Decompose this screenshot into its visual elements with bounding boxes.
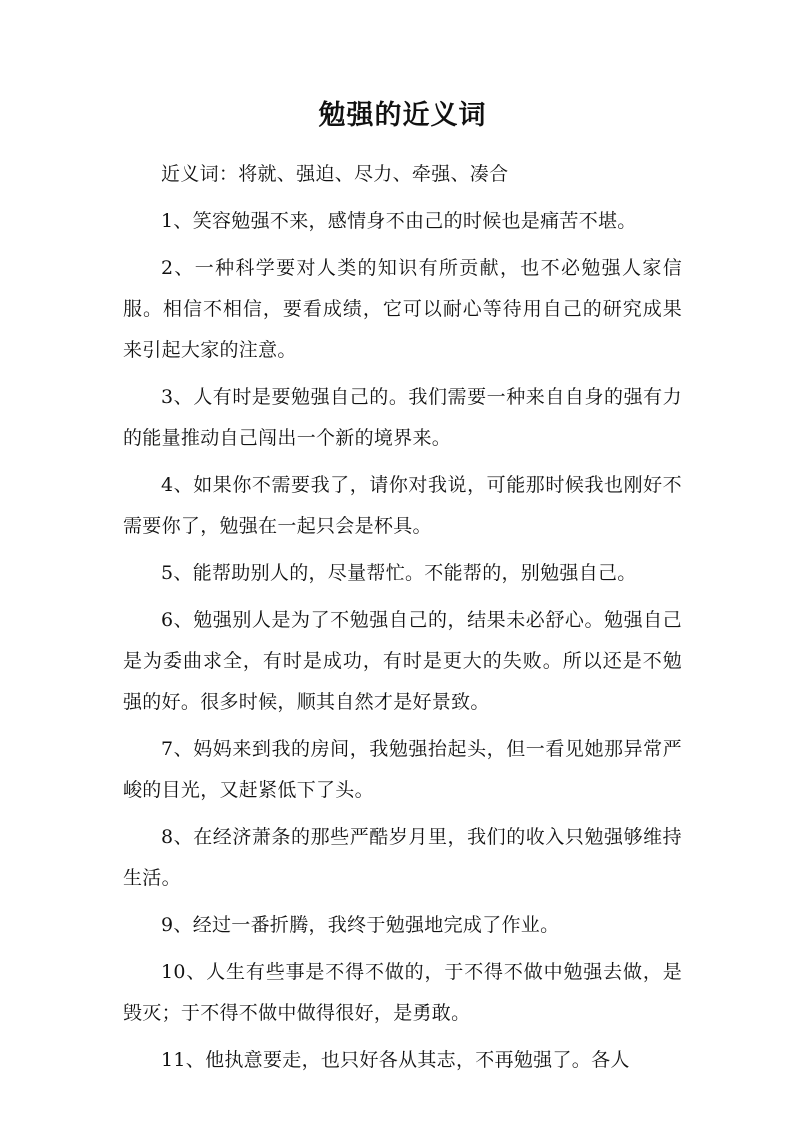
paragraph-example-3: 3、人有时是要勉强自己的。我们需要一种来自自身的强有力的能量推动自己闯出一个新的境界来。 (123, 386, 682, 449)
paragraph-example-2: 2、一种科学要对人类的知识有所贡献，也不必勉强人家信服。相信不相信，要看成绩，它可以耐心等待用自己的研究成果来引起大家的注意。 (123, 257, 682, 361)
document-title: 勉强的近义词 (318, 100, 487, 131)
document-body (123, 154, 682, 1081)
paragraph-example-11: 11、他执意要走，也只好各从其志，不再勉强了。各人 (161, 1049, 630, 1071)
paragraph-example-5: 5、能帮助别人的，尽量帮忙。不能帮的，别勉强自己。 (161, 562, 637, 584)
paragraph-example-7: 7、妈妈来到我的房间，我勉强抬起头，但一看见她那异常严峻的目光，又赶紧低下了头。 (123, 738, 682, 801)
paragraph-example-10: 10、人生有些事是不得不做的，于不得不做中勉强去做，是毁灭；于不得不做中做得很好，是勇敢。 (123, 961, 682, 1024)
paragraph-synonyms: 近义词：将就、强迫、尽力、牵强、凑合 (161, 163, 509, 185)
paragraph-example-1: 1、笑容勉强不来，感情身不由己的时候也是痛苦不堪。 (161, 210, 637, 232)
paragraph-example-6: 6、勉强别人是为了不勉强自己的，结果未必舒心。勉强自己是为委曲求全，有时是成功，有时是更大的失败。所以还是不勉强的好。很多时候，顺其自然才是好景致。 (123, 609, 682, 713)
paragraph-example-9: 9、经过一番折腾，我终于勉强地完成了作业。 (161, 914, 560, 936)
paragraph-example-4: 4、如果你不需要我了，请你对我说，可能那时候我也刚好不需要你了，勉强在一起只会是杯具。 (123, 474, 682, 537)
paragraph-example-8: 8、在经济萧条的那些严酷岁月里，我们的收入只勉强够维持生活。 (123, 826, 682, 889)
